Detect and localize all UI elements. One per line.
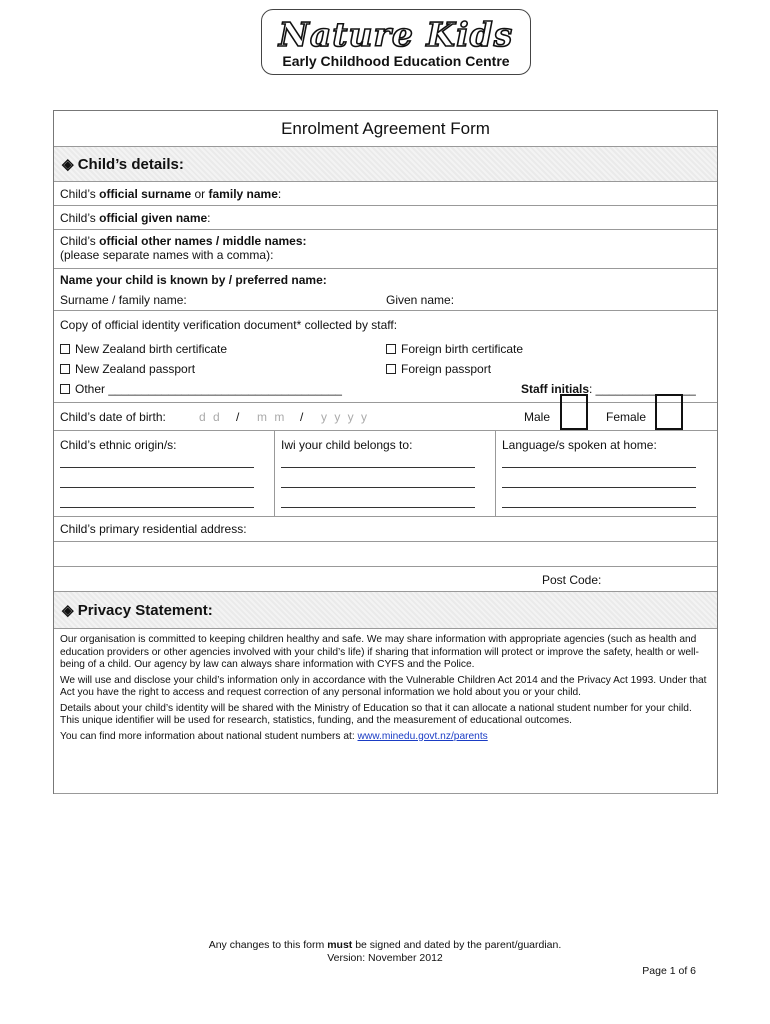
surname-label-mid: or <box>191 187 209 201</box>
option-nz-passport-label: New Zealand passport <box>75 362 196 376</box>
checkbox-icon[interactable] <box>60 384 70 394</box>
given-label-post: : <box>207 211 211 225</box>
male-checkbox[interactable] <box>560 394 588 430</box>
iwi-line[interactable] <box>281 487 475 488</box>
privacy-paragraph-1: Our organisation is committed to keeping children healthy and safe. We may share information with appropriate agencies (such as health and education providers or other agencies involved with your child’s life) if sharing that information will protect or improve the safety, health or well-being of a child. Our agency by law can always share information with CYFS and the Police. <box>60 634 699 670</box>
privacy-link-intro: You can find more information about national student numbers at: <box>60 730 358 742</box>
iwi-label: Iwi your child belongs to: <box>281 438 413 452</box>
dob-gender-row <box>54 403 717 431</box>
footer-note-bold: must <box>327 939 353 951</box>
privacy-paragraph-3: Details about your child’s identity will be shared with the Ministry of Education so that it can allocate a national student number for your child. This unique identifier will be used for research, statistics, funding, and the measurement of educational outcomes. <box>60 702 692 726</box>
option-foreign-passport-label: Foreign passport <box>401 362 492 376</box>
dob-month[interactable]: m m <box>257 410 287 424</box>
privacy-paragraph-2: We will use and disclose your child’s information only in accordance with the Vulnerable Children Act 2014 and the Privacy Act 1993. Under that Act you have the right to access and request correction of any personal information we hold about you or your child. <box>60 674 707 698</box>
dob-label: Child’s date of birth: <box>60 410 166 424</box>
page-number: Page 1 of 6 <box>642 965 696 977</box>
preferred-given-label: Given name: <box>386 293 455 307</box>
id-document-label: Copy of official identity verification document* collected by staff: <box>60 318 398 332</box>
address-line[interactable] <box>54 542 717 567</box>
post-code-label: Post Code: <box>542 573 602 587</box>
checkbox-icon[interactable] <box>386 364 396 374</box>
section-child-details: ◈ Child’s details: <box>54 147 717 182</box>
female-label: Female <box>606 410 647 424</box>
other-names-label-bold: official other names / middle names: <box>99 234 307 248</box>
dob-sep-2: / <box>300 410 304 424</box>
post-code-row[interactable] <box>54 567 717 592</box>
iwi-line[interactable] <box>281 467 475 468</box>
option-foreign-passport[interactable] <box>386 362 491 376</box>
option-foreign-birth-label: Foreign birth certificate <box>401 342 524 356</box>
footer-note <box>0 939 770 951</box>
option-other-label: Other ___________________________________ <box>75 382 342 396</box>
checkbox-icon[interactable] <box>60 344 70 354</box>
logo-subtitle: Early Childhood Education Centre <box>282 53 510 69</box>
enrolment-form <box>53 110 718 794</box>
footer-note-post: be signed and dated by the parent/guardian. <box>352 939 562 951</box>
ethnic-line[interactable] <box>60 467 254 468</box>
preferred-name-field[interactable] <box>54 269 717 311</box>
dob-sep-1: / <box>236 410 240 424</box>
surname-label-post: : <box>277 187 282 201</box>
language-label: Language/s spoken at home: <box>502 438 657 452</box>
other-names-field[interactable] <box>54 230 717 269</box>
given-name-field[interactable] <box>54 206 717 230</box>
staff-initials-line: : _______________ <box>589 382 696 396</box>
option-foreign-birth[interactable] <box>386 342 523 356</box>
language-line[interactable] <box>502 487 696 488</box>
given-label-pre: Child’s <box>60 211 100 225</box>
female-checkbox[interactable] <box>655 394 683 430</box>
logo <box>261 9 531 75</box>
section-privacy: ◈ Privacy Statement: <box>54 592 717 629</box>
checkbox-icon[interactable] <box>60 364 70 374</box>
language-line[interactable] <box>502 507 696 508</box>
ethnic-line[interactable] <box>60 487 254 488</box>
privacy-statement <box>54 629 717 794</box>
id-document-block <box>54 311 717 403</box>
ethnicity-iwi-language-row <box>54 431 717 517</box>
column-divider <box>274 431 275 516</box>
address-label: Child’s primary residential address: <box>60 522 247 536</box>
dob-day[interactable]: d d <box>199 410 222 424</box>
footer-note-pre: Any changes to this form <box>208 939 328 951</box>
privacy-paragraph-4 <box>60 731 711 744</box>
option-other[interactable] <box>60 382 342 396</box>
ethnic-line[interactable] <box>60 507 254 508</box>
preferred-surname-label: Surname / family name: <box>60 293 187 307</box>
language-line[interactable] <box>502 467 696 468</box>
preferred-name-label: Name your child is known by / preferred name: <box>60 273 327 287</box>
checkbox-icon[interactable] <box>386 344 396 354</box>
iwi-line[interactable] <box>281 507 475 508</box>
given-label-bold: official given name <box>99 211 208 225</box>
option-nz-birth-label: New Zealand birth certificate <box>75 342 228 356</box>
form-title: Enrolment Agreement Form <box>54 111 717 147</box>
other-names-note: (please separate names with a comma): <box>60 248 274 262</box>
column-divider <box>495 431 496 516</box>
other-names-label-pre: Child’s <box>60 234 100 248</box>
option-nz-birth[interactable] <box>60 342 227 356</box>
option-nz-passport[interactable] <box>60 362 195 376</box>
minedu-link[interactable]: www.minedu.govt.nz/parents <box>357 730 488 742</box>
surname-label-pre: Child’s <box>60 187 100 201</box>
surname-field[interactable] <box>54 182 717 206</box>
footer-version: Version: November 2012 <box>327 952 443 964</box>
logo-name: Nature Kids <box>278 15 514 54</box>
address-label-row <box>54 517 717 542</box>
dob-year[interactable]: y y y y <box>321 410 370 424</box>
surname-label-bold1: official surname <box>99 187 192 201</box>
ethnic-label: Child’s ethnic origin/s: <box>60 438 177 452</box>
male-label: Male <box>524 410 551 424</box>
staff-initials-label: Staff initials <box>521 382 590 396</box>
surname-label-bold2: family name <box>208 187 278 201</box>
